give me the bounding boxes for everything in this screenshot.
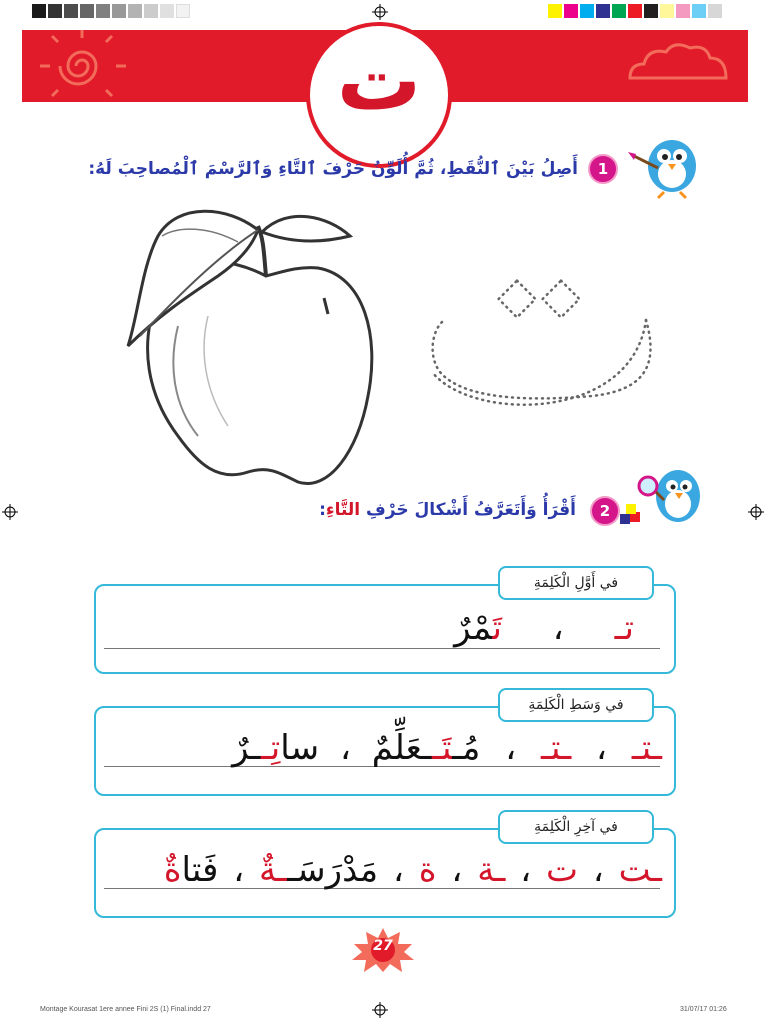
separator: ، (520, 850, 532, 890)
registration-mark-icon (372, 1002, 388, 1018)
word-ta-final: ت (546, 850, 579, 890)
section-beginning-words (454, 608, 634, 648)
separator: ، (552, 608, 564, 648)
separator: ، (233, 850, 245, 890)
section-beginning-label: في أَوَّلِ الْكَلِمَةِ (498, 566, 654, 600)
exercise-2-text: أَقْرَأُ وَأَتَعَرَّفُ أَشْكالَ حَرْفِ (360, 500, 576, 520)
word-ta-initial: تـ (614, 608, 634, 648)
word-ta-marbuta-connected: ـة (477, 850, 506, 890)
section-end-label: في آخِرِ الْكَلِمَةِ (498, 810, 654, 844)
separator: ، (392, 850, 404, 890)
separator: ، (505, 728, 517, 768)
footer-date: 31/07/17 01:26 (680, 1006, 727, 1013)
exercise-2-letter-name: التَّاءِ (325, 500, 361, 520)
word-satir-rest: ـرٌ (232, 728, 261, 768)
registration-mark-icon (372, 4, 388, 20)
word-muallim-rest: ـعَلِّمٌ (371, 728, 432, 768)
word-fatat-letter: ةٌ (163, 850, 182, 890)
footer-file-name: Montage Kourasat 1ere annee Fini 2S (1) Final.indd 27 (40, 1006, 211, 1013)
word-satir-start: سا (280, 728, 320, 768)
separator: ، (596, 728, 607, 768)
exercise-1-instruction: أَصِلُ بَيْنَ ٱلنُّقَطِ، ثُمَّ أُلَوِّنُ حَرْفَ ٱلتَّاءِ وَٱلرَّسْمَ ٱلْمُصاحِبَ لَهُ: (88, 159, 578, 179)
word-ta-final-connected: ـت (618, 850, 662, 890)
page-number: 27 (373, 938, 393, 954)
word-madrasa-letter: ـةٌ (259, 850, 288, 890)
exercise-1-number: 1 (588, 154, 618, 184)
sun-icon (30, 30, 140, 102)
separator: ، (339, 728, 351, 768)
registration-mark-icon (2, 504, 18, 520)
header-letter: ت (336, 31, 422, 129)
word-ta-marbuta: ة (418, 850, 437, 890)
bird-painting-icon (624, 124, 708, 200)
apple-drawing[interactable] (118, 196, 388, 492)
exercise-2-number: 2 (590, 496, 620, 526)
word-ta-medial-1: ـتـ (631, 728, 662, 768)
writing-line (104, 648, 660, 649)
word-muallim-letter: تَـ (431, 728, 453, 768)
word-fatat (164, 850, 219, 890)
bird-magnifier-icon (616, 456, 712, 532)
word-muallim-start: مُـ (452, 728, 481, 768)
exercise-2-colon: : (319, 500, 326, 520)
word-madrasa (259, 850, 378, 890)
dotted-letter-ta[interactable] (412, 272, 672, 422)
word-tamr (454, 608, 502, 648)
cloud-icon (620, 38, 740, 88)
word-ta-medial-2: ـتـ (541, 728, 572, 768)
word-tamr-letter: تَ (492, 608, 502, 648)
section-middle-words (232, 728, 662, 768)
word-satir-letter: تِـ (260, 728, 281, 768)
exercise-2-instruction (319, 500, 576, 520)
word-satir (232, 728, 319, 768)
registration-mark-icon (748, 504, 764, 520)
separator: ، (451, 850, 463, 890)
section-middle-label: في وَسَطِ الْكَلِمَةِ (498, 688, 654, 722)
word-muallim (372, 728, 481, 768)
word-madrasa-start: مَدْرَسَـ (287, 850, 379, 890)
word-fatat-start: فَتا (181, 850, 219, 890)
word-tamr-rest: مْرٌ (454, 608, 493, 648)
section-end-words (164, 850, 662, 890)
separator: ، (592, 850, 604, 890)
